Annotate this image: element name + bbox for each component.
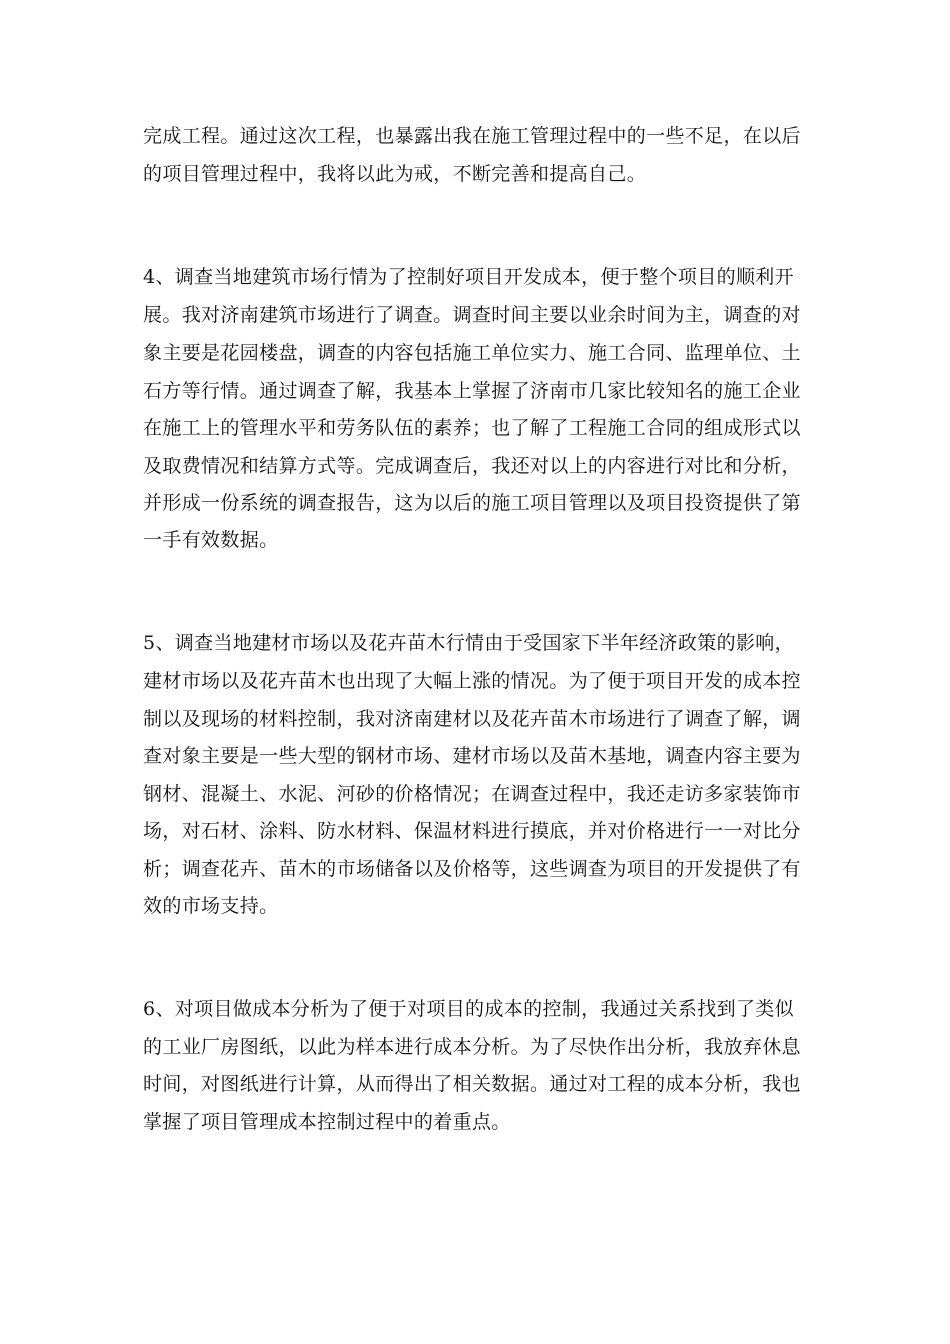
text-line: 一手有效数据。 (143, 529, 279, 551)
text-line: 制以及现场的材料控制，我对济南建材以及花卉苗木市场进行了调查了解，调 (143, 708, 801, 730)
text-line: 查对象主要是一些大型的钢材市场、建材市场以及苗木基地，调查内容主要为 (143, 745, 801, 767)
text-line: 掌握了项目管理成本控制过程中的着重点。 (143, 1111, 511, 1133)
text-line: 在施工上的管理水平和劳务队伍的素养；也了解了工程施工合同的组成形式以 (143, 417, 801, 439)
text-line: 石方等行情。通过调查了解，我基本上掌握了济南市几家比较知名的施工企业 (143, 380, 801, 402)
text-line: 钢材、混凝土、水泥、河砂的价格情况；在调查过程中，我还走访多家装饰市 (143, 783, 801, 805)
text-line: 4、调查当地建筑市场行情为了控制好项目开发成本，便于整个项目的顺利开 (143, 266, 794, 288)
text-line: 效的市场支持。 (143, 895, 279, 917)
text-line: 完成工程。通过这次工程，也暴露出我在施工管理过程中的一些不足，在以后 (143, 125, 801, 147)
text-line: 建材市场以及花卉苗木也出现了大幅上涨的情况。为了便于项目开发的成本控 (143, 670, 801, 692)
text-line: 及取费情况和结算方式等。完成调查后，我还对以上的内容进行对比和分析， (143, 455, 801, 477)
text-line: 的项目管理过程中，我将以此为戒，不断完善和提高自己。 (143, 163, 647, 185)
text-line: 5、调查当地建材市场以及花卉苗木行情由于受国家下半年经济政策的影响， (143, 632, 794, 654)
text-line: 并形成一份系统的调查报告，这为以后的施工项目管理以及项目投资提供了第 (143, 492, 801, 514)
text-line: 展。我对济南建筑市场进行了调查。调查时间主要以业余时间为主，调查的对 (143, 304, 801, 326)
text-line: 象主要是花园楼盘，调查的内容包括施工单位实力、施工合同、监理单位、土 (143, 342, 801, 364)
text-line: 场，对石材、涂料、防水材料、保温材料进行摸底，并对价格进行一一对比分 (143, 820, 801, 842)
text-line: 6、对项目做成本分析为了便于对项目的成本的控制，我通过关系找到了类似 (143, 998, 794, 1020)
text-line: 时间，对图纸进行计算，从而得出了相关数据。通过对工程的成本分析，我也 (143, 1073, 801, 1095)
text-line: 的工业厂房图纸，以此为样本进行成本分析。为了尽快作出分析，我放弃休息 (143, 1036, 801, 1058)
text-line: 析；调查花卉、苗木的市场储备以及价格等，这些调查为项目的开发提供了有 (143, 858, 801, 880)
